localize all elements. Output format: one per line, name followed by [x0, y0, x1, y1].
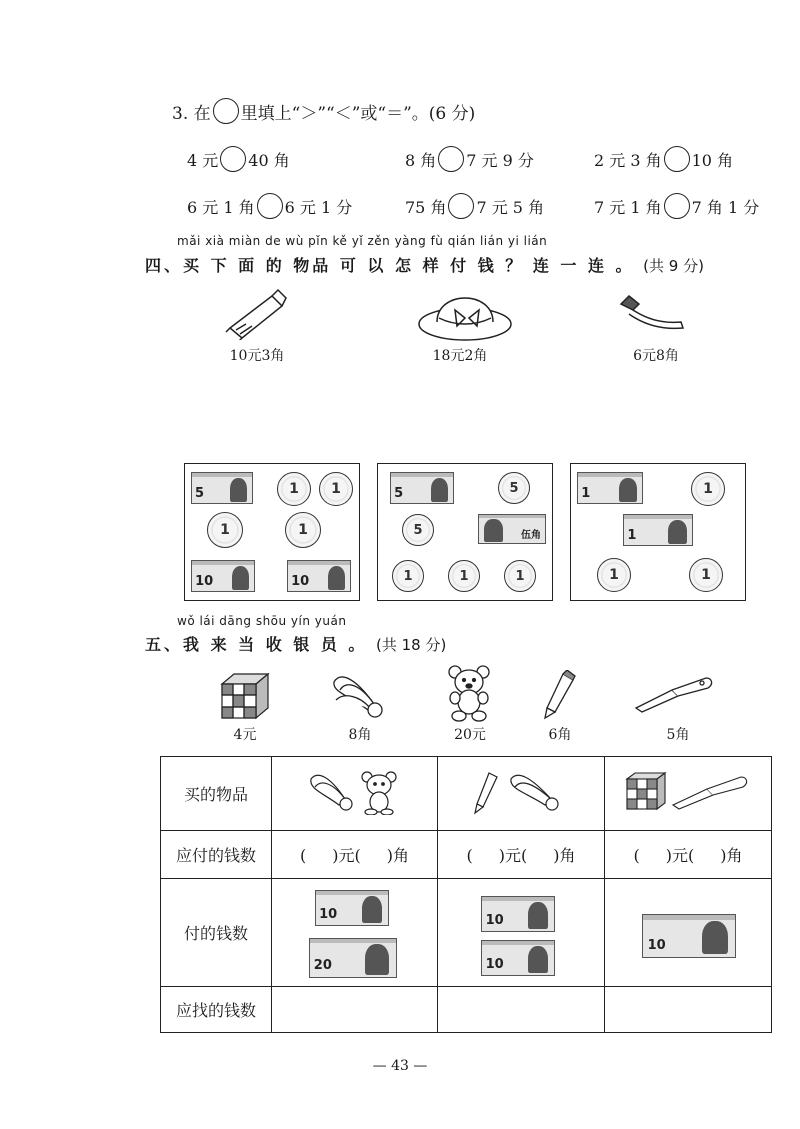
- coin: 1: [285, 512, 321, 548]
- pencil-and-shuttlecock-icon: [471, 769, 571, 815]
- row-label: 应付的钱数: [161, 831, 272, 879]
- comparison-item: [405, 146, 534, 172]
- answer-circle[interactable]: [438, 146, 464, 172]
- comparison-item: [187, 146, 290, 172]
- hat-icon: [415, 282, 515, 342]
- answer-cell[interactable]: ( )元( )角: [272, 831, 438, 879]
- table-row: [161, 831, 772, 879]
- rubiks-cube-icon: [218, 670, 272, 722]
- section-5-title: [145, 632, 446, 655]
- comparison-left: 8 角: [405, 150, 437, 170]
- section-5-title-text: 五、我 来 当 收 银 员 。: [145, 635, 368, 654]
- paid-money-cell: [272, 879, 438, 987]
- row-label: 应找的钱数: [161, 987, 272, 1033]
- section-4-title-text: 四、买 下 面 的 物品 可 以 怎 样 付 钱 ？ 连 一 连 。: [145, 256, 635, 275]
- shuttlecock-icon: [330, 670, 386, 720]
- comparison-right: 40 角: [248, 150, 290, 170]
- hat-price: 18元2角: [432, 348, 488, 364]
- coin: 1: [319, 472, 353, 506]
- table-row: [161, 987, 772, 1033]
- banknote: 10: [315, 890, 389, 926]
- bought-items-cell: [605, 757, 772, 831]
- cube-price: 4元: [233, 727, 257, 743]
- banknote: 20: [309, 938, 397, 978]
- toothbrush-icon: [617, 292, 687, 332]
- banknote: 伍角: [478, 514, 546, 544]
- banknote: 1: [577, 472, 643, 504]
- comparison-left: 2 元 3 角: [594, 150, 662, 170]
- table-row: [161, 879, 772, 987]
- section-4-points: (共 9 分): [643, 257, 704, 275]
- toothbrush-price: 6元8角: [633, 348, 679, 364]
- bought-items-cell: [438, 757, 605, 831]
- section-5-pinyin: wǒ lái dāng shōu yín yuán: [177, 614, 347, 628]
- answer-cell[interactable]: ( )元( )角: [438, 831, 605, 879]
- answer-circle[interactable]: [664, 146, 690, 172]
- toothpaste-price: 10元3角: [229, 348, 285, 364]
- banknote: 10: [642, 914, 736, 958]
- change-answer-cell[interactable]: [605, 987, 772, 1033]
- comparison-item: [187, 193, 352, 219]
- coin: 1: [597, 558, 631, 592]
- cashier-table: [160, 756, 772, 1033]
- bought-items-cell: [272, 757, 438, 831]
- money-option-box-1[interactable]: [184, 463, 360, 601]
- change-answer-cell[interactable]: [438, 987, 605, 1033]
- coin: 1: [504, 560, 536, 592]
- coin: 1: [277, 472, 311, 506]
- pencil-price: 6角: [548, 727, 572, 743]
- page-number: — 43 —: [372, 1058, 428, 1074]
- shuttlecock-price: 8角: [348, 727, 372, 743]
- section-4-pinyin: mǎi xià miàn de wù pǐn kě yǐ zěn yàng fù qián lián yi lián: [177, 234, 548, 248]
- toothpaste-icon: [222, 284, 292, 340]
- coin: 5: [498, 472, 530, 504]
- comparison-left: 7 元 1 角: [594, 197, 662, 217]
- comparison-right: 7 元 5 角: [476, 197, 545, 217]
- banknote: 5: [390, 472, 454, 504]
- paid-money-cell: [438, 879, 605, 987]
- q3-title-prefix: 3. 在: [172, 103, 211, 124]
- pencil-icon: [543, 670, 577, 720]
- knife-icon: [632, 674, 716, 714]
- cube-and-knife-icon: [623, 769, 753, 815]
- coin: 5: [402, 514, 434, 546]
- coin: 1: [392, 560, 424, 592]
- knife-price: 5角: [666, 727, 690, 743]
- comparison-right: 7 角 1 分: [691, 197, 760, 217]
- banknote: 10: [481, 896, 555, 932]
- comparison-right: 7 元 9 分: [466, 150, 534, 170]
- comparison-item: [405, 193, 544, 219]
- banknote: 5: [191, 472, 253, 504]
- row-label: 买的物品: [161, 757, 272, 831]
- table-row: [161, 757, 772, 831]
- teddy-bear-price: 20元: [454, 727, 486, 743]
- coin: 1: [448, 560, 480, 592]
- comparison-item: [594, 193, 759, 219]
- coin: 1: [689, 558, 723, 592]
- comparison-left: 6 元 1 角: [187, 197, 255, 217]
- paid-money-cell: [605, 879, 772, 987]
- answer-circle[interactable]: [448, 193, 474, 219]
- q3-title-suffix: 里填上“＞”“＜”或“＝”。(6 分): [240, 103, 476, 124]
- answer-cell[interactable]: ( )元( )角: [605, 831, 772, 879]
- section-5-points: (共 18 分): [376, 636, 447, 654]
- coin: 1: [207, 512, 243, 548]
- money-option-box-2[interactable]: [377, 463, 553, 601]
- banknote: 10: [481, 940, 555, 976]
- answer-circle[interactable]: [220, 146, 246, 172]
- row-label: 付的钱数: [161, 879, 272, 987]
- answer-circle[interactable]: [664, 193, 690, 219]
- question-3-title: [172, 98, 475, 124]
- comparison-left: 75 角: [405, 197, 447, 217]
- section-4-title: [145, 253, 704, 276]
- answer-circle[interactable]: [257, 193, 283, 219]
- shuttlecock-and-bear-icon: [305, 769, 405, 815]
- money-option-box-3[interactable]: [570, 463, 746, 601]
- answer-circle[interactable]: [213, 98, 239, 124]
- banknote: 1: [623, 514, 693, 546]
- comparison-right: 10 角: [691, 150, 734, 170]
- banknote: 10: [287, 560, 351, 592]
- teddy-bear-icon: [445, 664, 493, 722]
- change-answer-cell[interactable]: [272, 987, 438, 1033]
- comparison-item: [594, 146, 733, 172]
- comparison-right: 6 元 1 分: [284, 197, 353, 217]
- banknote: 10: [191, 560, 255, 592]
- comparison-left: 4 元: [187, 150, 219, 170]
- coin: 1: [691, 472, 725, 506]
